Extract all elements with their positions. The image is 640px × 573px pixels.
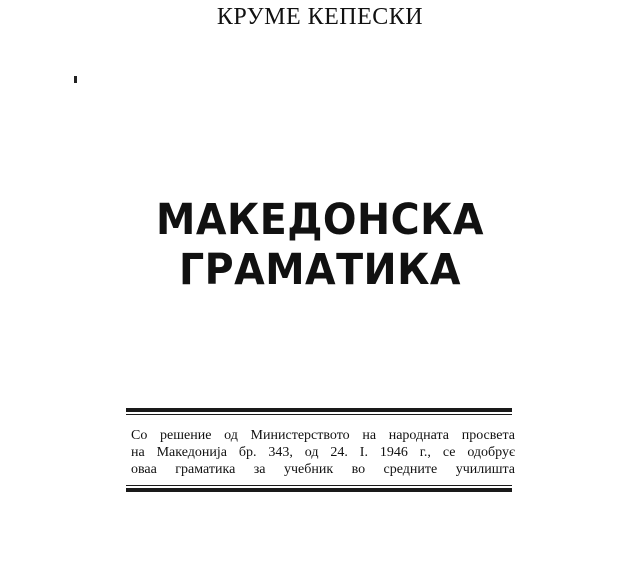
bottom-thin-rule: [126, 485, 512, 486]
top-thin-rule: [126, 414, 512, 415]
approval-line-3: оваа граматика за учебник во средните училишта: [131, 462, 515, 477]
ink-speck: [74, 76, 77, 83]
approval-note: [131, 427, 515, 478]
book-title: МАКЕДОНСКА ГРАМАТИКА: [156, 195, 484, 295]
approval-line-1: Со решение од Министерството на народната просвета: [131, 428, 515, 443]
top-thick-rule: [126, 408, 512, 412]
author-name: КРУМЕ КЕПЕСКИ: [216, 4, 424, 30]
bottom-thick-rule: [126, 488, 512, 492]
approval-line-2: на Македонија бр. 343, од 24. I. 1946 г., се одобрує: [131, 445, 515, 460]
bottom-double-rule: [126, 485, 512, 492]
top-double-rule: [126, 408, 512, 415]
